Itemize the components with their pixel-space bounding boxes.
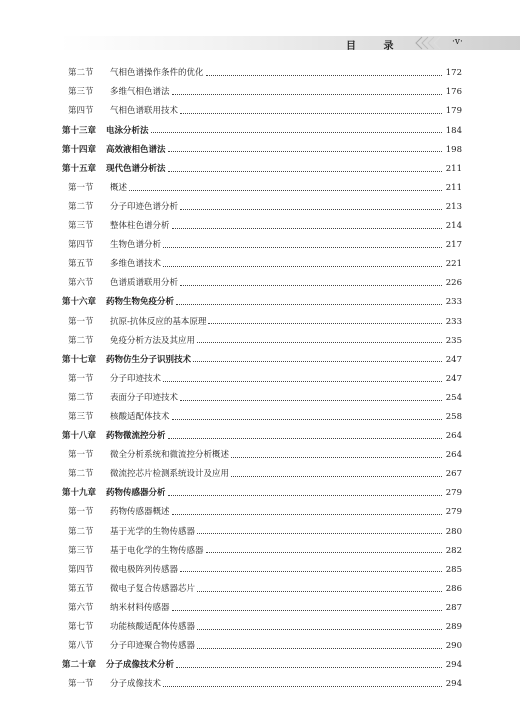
toc-entry-label: 第一节 [68,373,94,384]
toc-section-row[interactable] [62,64,462,83]
toc-entry-title: 抗原-抗体反应的基本原理 [110,316,207,327]
toc-entry-label: 第四节 [68,564,94,575]
toc-entry-label: 第一节 [68,316,94,327]
dot-leader [163,686,442,687]
toc-entry-label: 第三节 [68,221,94,232]
dot-leader [231,457,442,458]
toc-chapter-row[interactable] [62,140,462,159]
dot-leader [193,361,442,362]
toc-section-row[interactable] [62,637,462,656]
dot-leader [163,266,442,267]
dot-leader [172,228,442,229]
toc-chapter-row[interactable] [62,427,462,446]
dot-leader [176,304,442,305]
toc-section-row[interactable] [62,503,462,522]
chevron-decoration-icon [412,36,448,50]
toc-entry-label: 第二节 [68,469,94,480]
toc-entry-page: 211 [445,182,462,193]
toc-entry-page: 264 [445,431,462,442]
header-band [60,36,520,50]
toc-entry-title: 概述 [110,182,128,193]
dot-leader [180,285,442,286]
toc-entry-title: 微电极阵列传感器 [110,564,179,575]
toc-chapter-row[interactable] [62,293,462,312]
toc-entry-page: 235 [445,335,462,346]
toc-entry-title: 分子印迹色谱分析 [110,201,179,212]
toc-entry-page: 233 [445,297,462,308]
dot-leader [197,648,442,649]
toc-entry-page: 285 [445,564,462,575]
toc-entry-page: 282 [445,545,462,556]
toc-entry-title: 气相色谱联用技术 [110,106,179,117]
toc-entry-page: 286 [445,583,462,594]
dot-leader [206,552,442,553]
toc-entry-title: 电泳分析法 [106,125,149,136]
toc-entry-label: 第一节 [68,182,94,193]
toc-entry-title: 核酸适配体技术 [110,411,170,422]
dot-leader [172,94,442,95]
toc-entry-label: 第一节 [68,679,94,690]
toc-entry-page: 287 [445,602,462,613]
toc-entry-label: 第十三章 [62,125,97,136]
dot-leader [172,419,442,420]
dot-leader [197,591,442,592]
toc-entry-title: 表面分子印迹技术 [110,392,179,403]
toc-section-row[interactable] [62,217,462,236]
toc-section-row[interactable] [62,580,462,599]
toc-entry-label: 第六节 [68,278,94,289]
toc-entry-page: 279 [445,507,462,518]
toc-entry-page: 264 [445,450,462,461]
toc-entry-page: 247 [445,354,462,365]
dot-leader [231,476,442,477]
toc-chapter-row[interactable] [62,484,462,503]
toc-entry-page: 294 [445,679,462,690]
toc-section-row[interactable] [62,389,462,408]
toc-section-row[interactable] [62,255,462,274]
toc-chapter-row[interactable] [62,121,462,140]
toc-entry-title: 纳米材料传感器 [110,602,170,613]
toc-entry-label: 第二节 [68,335,94,346]
toc-entry-label: 第十五章 [62,163,97,174]
toc-entry-title: 分子成像技术 [110,679,162,690]
toc-entry-title: 药物仿生分子识别技术 [106,354,192,365]
toc-entry-page: 294 [445,660,462,671]
toc-entry-title: 基于电化学的生物传感器 [110,545,204,556]
dot-leader [172,514,442,515]
toc-entry-title: 药物微流控分析 [106,431,166,442]
toc-entry-label: 第四节 [68,106,94,117]
dot-leader [180,400,442,401]
toc-entry-label: 第二十章 [62,660,97,671]
toc-entry-label: 第十六章 [62,297,97,308]
toc-entry-page: 258 [445,411,462,422]
page-number: ·v· [452,37,463,47]
toc-entry-page: 290 [445,641,462,652]
dot-leader [168,495,442,496]
toc-entry-label: 第三节 [68,545,94,556]
toc-section-row[interactable] [62,446,462,465]
dot-leader [180,571,442,572]
toc-entry-title: 药物传感器分析 [106,488,166,499]
toc-entry-label: 第四节 [68,240,94,251]
toc-entry-label: 第二节 [68,392,94,403]
toc-entry-title: 生物色谱分析 [110,240,162,251]
toc-entry-page: 289 [445,622,462,633]
dot-leader [180,209,442,210]
toc-entry-title: 免疫分析方法及其应用 [110,335,196,346]
toc-entry-title: 微电子复合传感器芯片 [110,583,196,594]
dot-leader [168,151,442,152]
toc-entry-page: 211 [445,163,462,174]
toc-entry-label: 第十八章 [62,431,97,442]
toc-chapter-row[interactable] [62,159,462,178]
toc-section-row[interactable] [62,236,462,255]
toc-entry-page: 279 [445,488,462,499]
toc-entry-label: 第一节 [68,507,94,518]
toc-entry-label: 第三节 [68,411,94,422]
dot-leader [129,190,442,191]
dot-leader [197,342,442,343]
dot-leader [206,75,442,76]
toc-entry-title: 现代色谱分析法 [106,163,166,174]
page-title: 目 录 [346,41,406,52]
toc-entry-page: 221 [445,259,462,270]
toc-entry-title: 多维色谱技术 [110,259,162,270]
toc-entry-page: 233 [445,316,462,327]
toc-entry-title: 多维气相色谱法 [110,87,170,98]
toc-section-row[interactable] [62,541,462,560]
toc-entry-page: 184 [445,125,462,136]
toc-entry-label: 第七节 [68,622,94,633]
dot-leader [163,247,442,248]
toc-section-row[interactable] [62,560,462,579]
toc-entry-title: 色谱质谱联用分析 [110,278,179,289]
dot-leader [197,533,442,534]
toc-section-row[interactable] [62,522,462,541]
toc-entry-page: 176 [445,87,462,98]
toc-entry-title: 药物传感器概述 [110,507,170,518]
toc-chapter-row[interactable] [62,656,462,675]
toc-section-row[interactable] [62,83,462,102]
dot-leader [197,629,442,630]
toc-entry-title: 分子印迹技术 [110,373,162,384]
toc-entry-title: 基于光学的生物传感器 [110,526,196,537]
toc-entry-page: 172 [445,68,462,79]
toc-entry-title: 微流控芯片检测系统设计及应用 [110,469,230,480]
toc-section-row[interactable] [62,198,462,217]
table-of-contents [62,64,462,694]
dot-leader [168,171,442,172]
dot-leader [208,323,442,324]
toc-entry-page: 254 [445,392,462,403]
toc-entry-page: 280 [445,526,462,537]
toc-entry-page: 198 [445,144,462,155]
toc-entry-title: 整体柱色谱分析 [110,221,170,232]
toc-section-row[interactable] [62,370,462,389]
toc-entry-page: 247 [445,373,462,384]
toc-entry-label: 第八节 [68,641,94,652]
toc-section-row[interactable] [62,102,462,121]
toc-entry-title: 分子印迹聚合物传感器 [110,641,196,652]
toc-entry-label: 第三节 [68,87,94,98]
toc-entry-label: 第十七章 [62,354,97,365]
toc-entry-label: 第二节 [68,68,94,79]
toc-entry-title: 分子成像技术分析 [106,660,175,671]
toc-entry-label: 第五节 [68,583,94,594]
toc-entry-page: 267 [445,469,462,480]
toc-entry-label: 第十九章 [62,488,97,499]
toc-entry-page: 226 [445,278,462,289]
toc-section-row[interactable] [62,312,462,331]
toc-entry-label: 第十四章 [62,144,97,155]
toc-entry-title: 药物生物免疫分析 [106,297,175,308]
toc-entry-label: 第六节 [68,602,94,613]
toc-section-row[interactable] [62,331,462,350]
toc-chapter-row[interactable] [62,350,462,369]
dot-leader [172,610,442,611]
toc-entry-label: 第五节 [68,259,94,270]
toc-section-row[interactable] [62,408,462,427]
toc-section-row[interactable] [62,465,462,484]
dot-leader [168,438,442,439]
dot-leader [180,113,442,114]
dot-leader [163,381,442,382]
dot-leader [151,132,442,133]
toc-section-row[interactable] [62,179,462,198]
toc-entry-page: 213 [445,201,462,212]
toc-entry-title: 微全分析系统和微流控分析概述 [110,450,230,461]
toc-entry-page: 217 [445,240,462,251]
toc-section-row[interactable] [62,274,462,293]
toc-section-row[interactable] [62,618,462,637]
toc-entry-label: 第一节 [68,450,94,461]
toc-entry-label: 第二节 [68,201,94,212]
toc-entry-label: 第二节 [68,526,94,537]
dot-leader [176,667,442,668]
toc-entry-page: 214 [445,221,462,232]
toc-entry-title: 功能核酸适配体传感器 [110,622,196,633]
toc-entry-title: 气相色谱操作条件的优化 [110,68,204,79]
toc-section-row[interactable] [62,675,462,694]
toc-entry-page: 179 [445,106,462,117]
toc-section-row[interactable] [62,599,462,618]
toc-entry-title: 高效液相色谱法 [106,144,166,155]
